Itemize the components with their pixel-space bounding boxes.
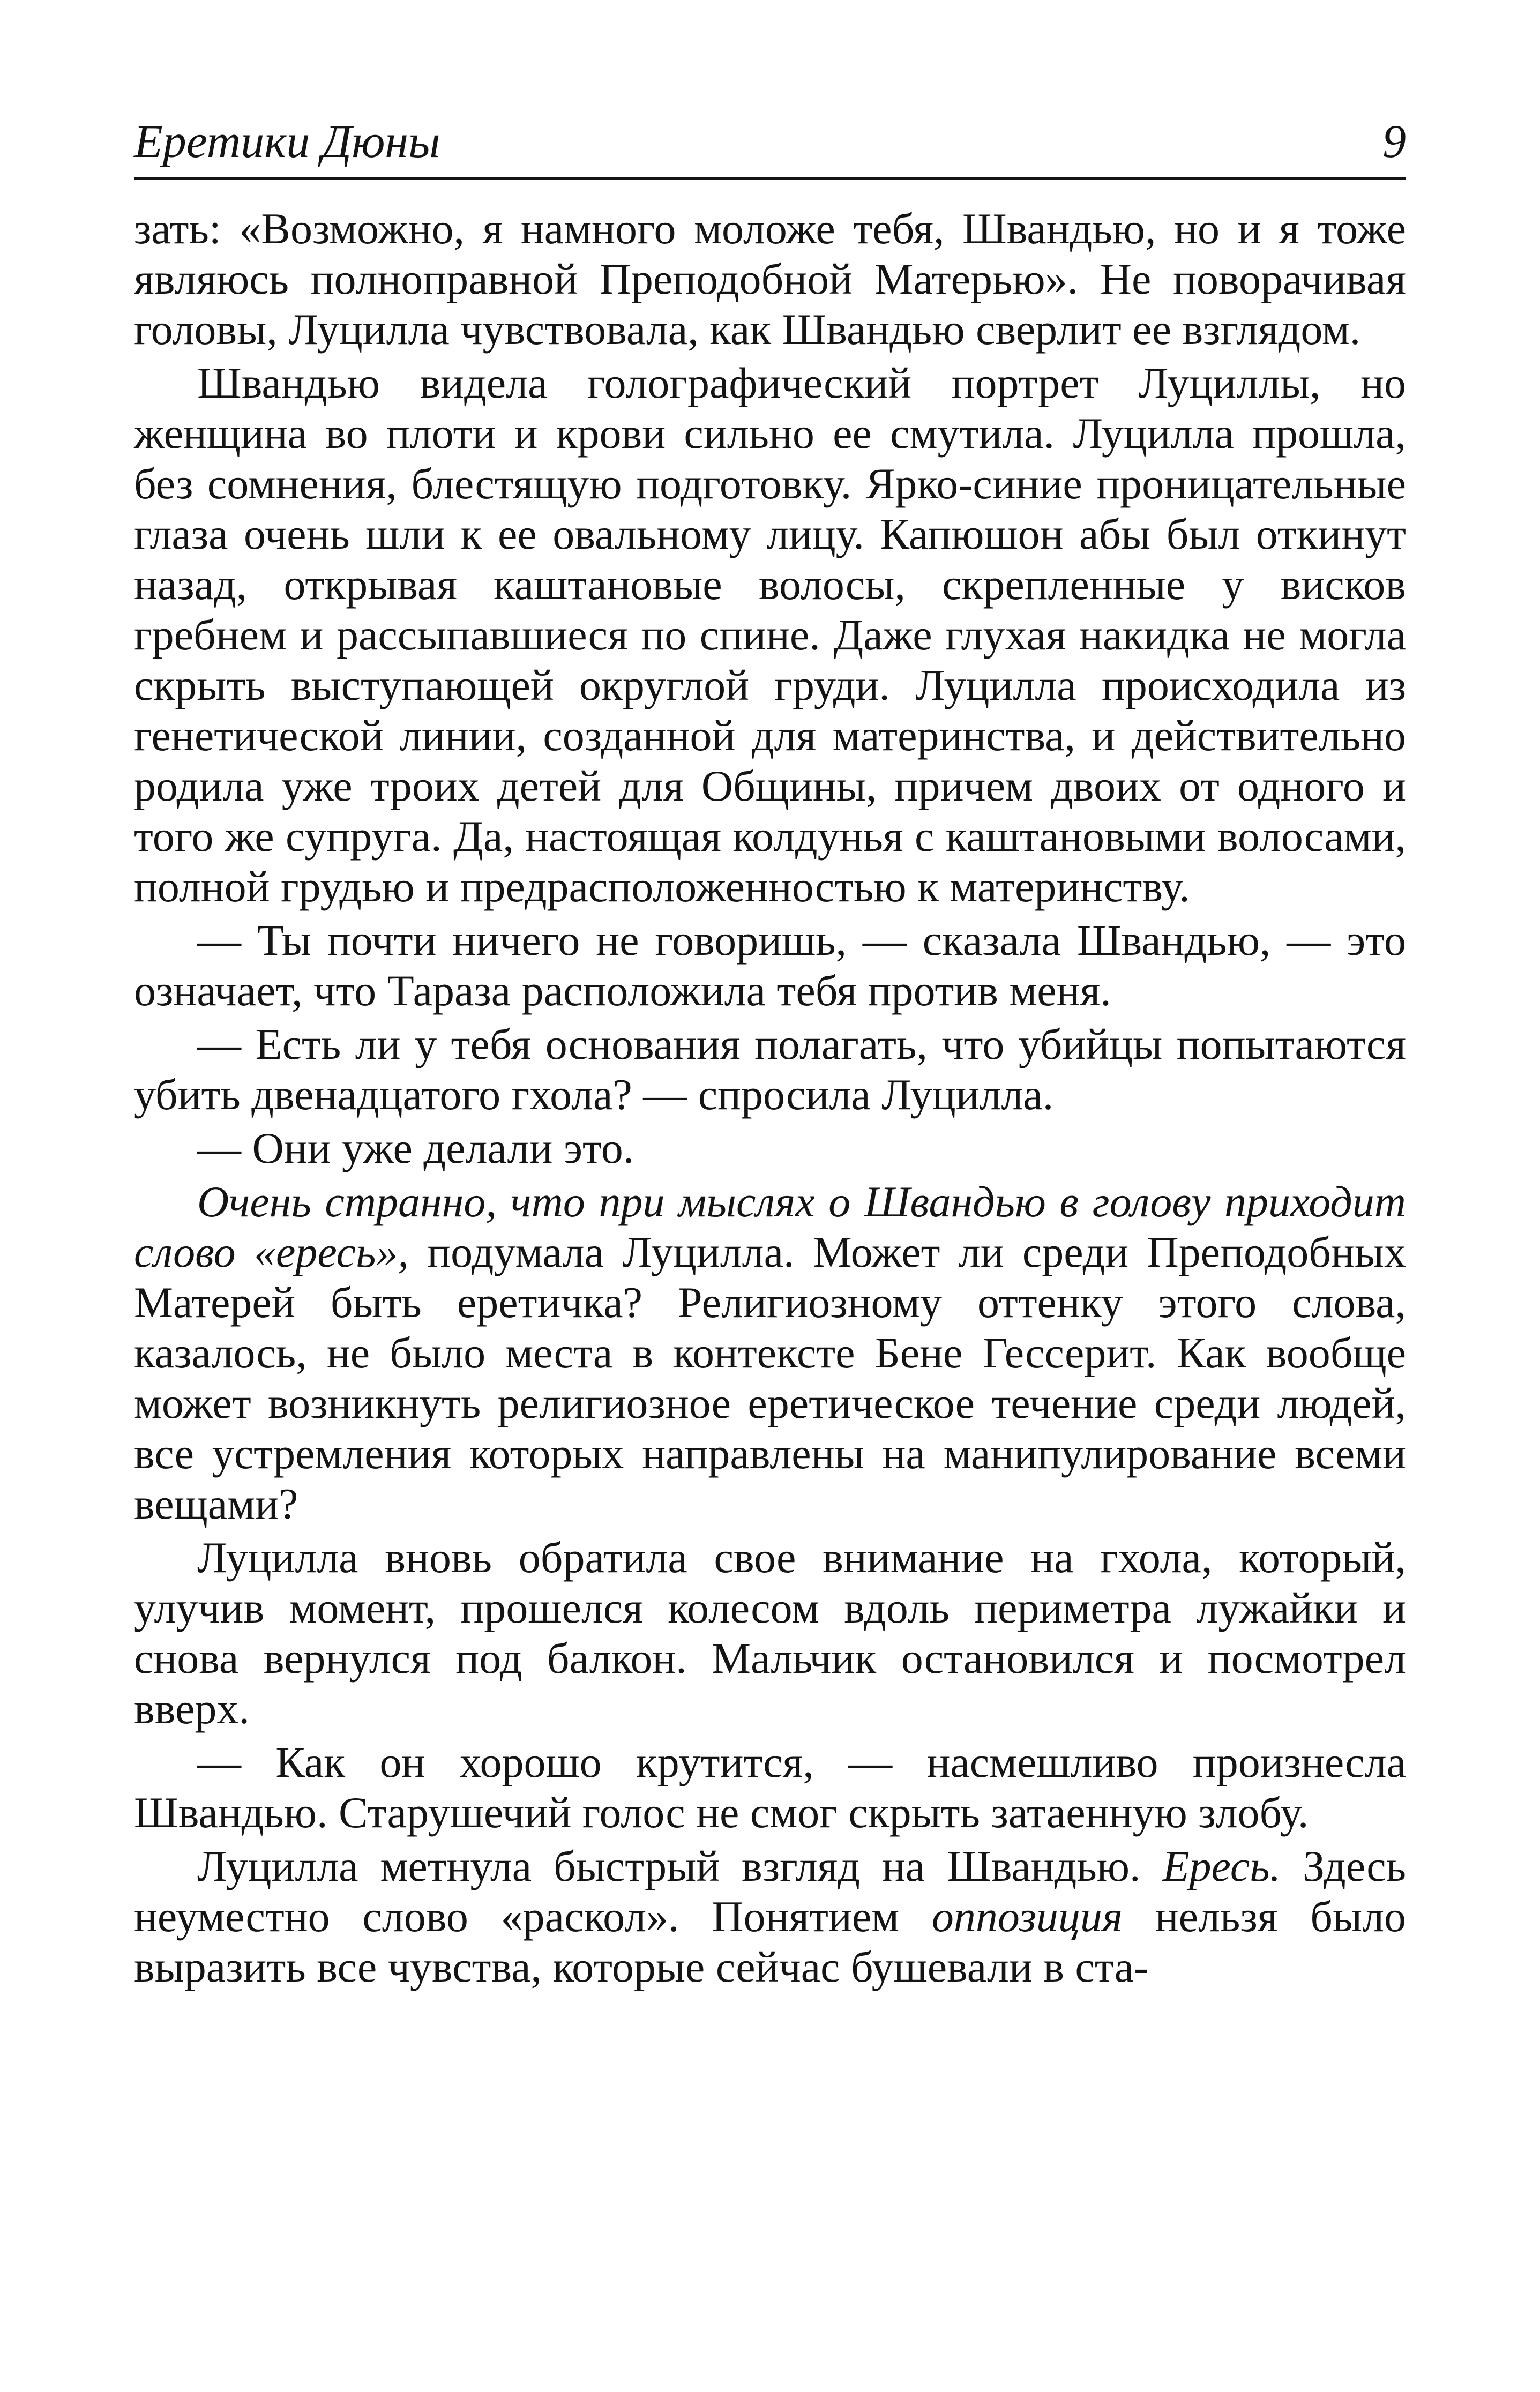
paragraph bbox=[134, 1841, 1406, 1992]
dialog-paragraph bbox=[134, 1123, 1406, 1173]
text-run: нельзя было выразить все чувства, которые сейчас бушевали в ста- bbox=[134, 1892, 1406, 1991]
header-rule bbox=[134, 177, 1406, 180]
text-run: — Есть ли у тебя основания полагать, что убийцы попытаются убить двенадцатого гхола? — спросила Луцилла. bbox=[134, 1020, 1406, 1119]
text-run: — Они уже делали это. bbox=[197, 1124, 634, 1172]
dialog-paragraph bbox=[134, 1019, 1406, 1120]
italic-text: Ересь. bbox=[1162, 1842, 1281, 1890]
body-text bbox=[134, 204, 1406, 1992]
italic-text: Очень странно, что при мыслях о Швандью в голову приходит слово «ересь», bbox=[134, 1177, 1406, 1276]
text-run: подумала Луцилла. Может ли среди Преподобных Матерей быть еретичка? Религиозному оттенку этого слова, казалось, не было места в контексте Бене Гессерит. Как вообще может возникнуть религиозное еретическое течение среди людей, все устремления которых направлены на манипулирование всеми вещами? bbox=[134, 1228, 1406, 1528]
book-title: Еретики Дюны bbox=[134, 116, 440, 168]
page-number: 9 bbox=[1382, 116, 1406, 168]
paragraph bbox=[134, 358, 1406, 912]
text-run: Луцилла вновь обратила свое внимание на гхола, который, улучив момент, прошелся колесом вдоль периметра лужайки и снова вернулся под балкон. Мальчик остановился и посмотрел вверх. bbox=[134, 1533, 1406, 1733]
text-run: Швандью видела голографический портрет Луциллы, но женщина во плоти и крови сильно ее смутила. Луцилла прошла, без сомнения, блестящую подготовку. Ярко-синие проницательные глаза очень шли к ее овальному лицу. Капюшон абы был откинут назад, открывая каштановые волосы, скрепленные у висков гребнем и рассыпавшиеся по спине. Даже глухая накидка не могла скрыть выступающей округлой груди. Луцилла происходила из генетической линии, созданной для материнства, и действительно родила уже троих детей для Общины, причем двоих от одного и того же супруга. Да, настоящая колдунья с каштановыми волосами, полной грудью и предрасположенностью к материнству. bbox=[134, 358, 1406, 911]
dialog-paragraph bbox=[134, 915, 1406, 1016]
italic-text: оппозиция bbox=[931, 1892, 1123, 1941]
text-run: — Ты почти ничего не говоришь, — сказала Швандью, — это означает, что Тараза расположила тебя против меня. bbox=[134, 916, 1406, 1015]
text-run: зать: «Возможно, я намного моложе тебя, Швандью, но и я тоже являюсь полноправной Преподобной Матерью». Не поворачивая головы, Луцилла чувствовала, как Швандью сверлит ее взглядом. bbox=[134, 204, 1406, 354]
paragraph bbox=[134, 204, 1406, 355]
text-run: Здесь неуместно слово «раскол». Понятием bbox=[134, 1842, 1406, 1941]
paragraph bbox=[134, 1177, 1406, 1529]
paragraph bbox=[134, 1533, 1406, 1734]
text-run: Луцилла метнула быстрый взгляд на Швандью. bbox=[197, 1842, 1163, 1890]
text-run: — Как он хорошо крутится, — насмешливо произнесла Швандью. Старушечий голос не смог скрыть затаенную злобу. bbox=[134, 1738, 1406, 1837]
dialog-paragraph bbox=[134, 1737, 1406, 1838]
running-head bbox=[134, 113, 1406, 180]
